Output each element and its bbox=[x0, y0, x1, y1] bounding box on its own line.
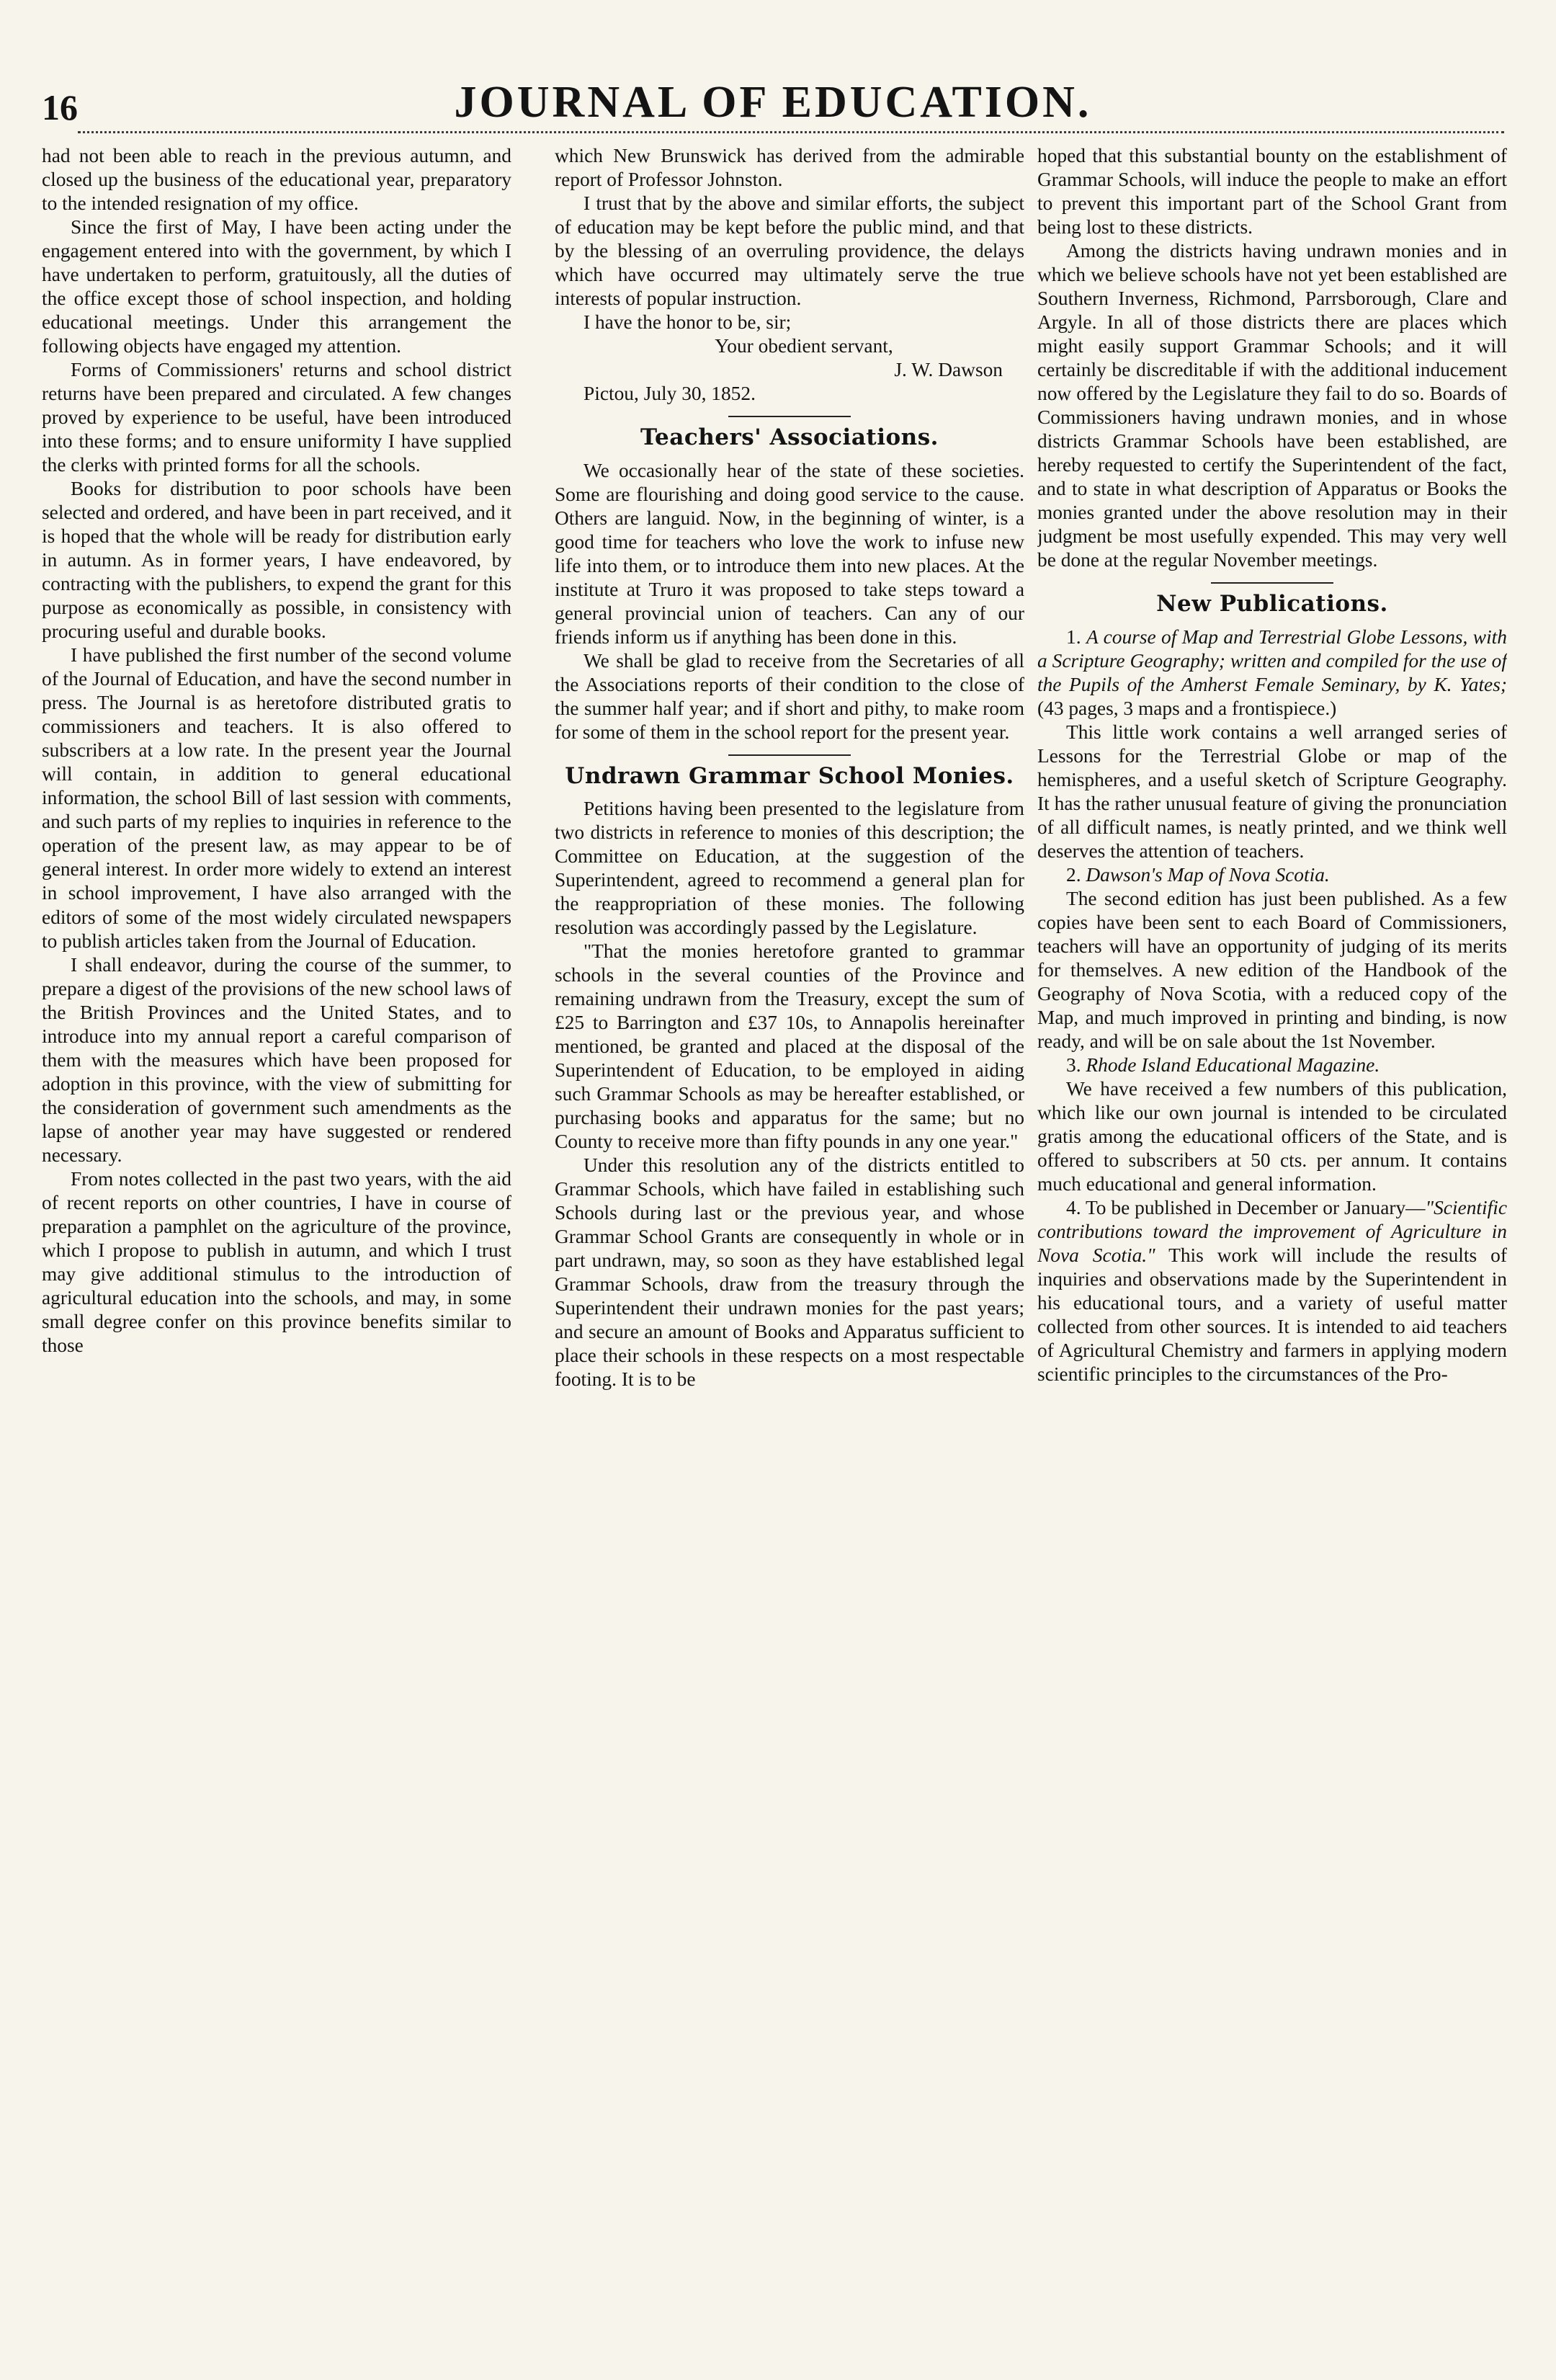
header-rule bbox=[78, 131, 1504, 133]
col1-paragraph: I have published the first number of the second volume of the Journal of Education, and have the second number in press. The Journal is as heretofore distributed gratis to commissioners and teachers. It is also offered to subscribers at a low rate. In the present year the Journal will contain, in addition to general educational information, the school Bill of last session with comments, and such parts of my replies to inquiries in reference to the operation of the present law, as may appear to be of general interest. In order more widely to extend an interest in school improvement, I have also arranged with the editors of some of the most widely circulated newspapers to publish articles taken from the Journal of Education. bbox=[42, 644, 511, 952]
teachers-associations-heading: Teachers' Associations. bbox=[640, 424, 939, 451]
item4-title: "Scientific contributions toward the improvement of Agriculture in Nova Scotia." bbox=[1037, 1197, 1507, 1267]
page-header bbox=[42, 71, 1504, 128]
section-rule bbox=[728, 754, 851, 756]
letter-servant: Your obedient servant, bbox=[715, 335, 893, 357]
publication-number: 3. bbox=[1066, 1053, 1081, 1076]
col1-paragraph: From notes collected in the past two years, with the aid of recent reports on other countries, I have in course of preparation a pamphlet on the agriculture of the province, which I propose to publish in autumn, and which I trust may give additional stimulus to the introduction of agricultural education into the schools, and may, in some small degree confer on this province benefits similar to those bbox=[42, 1167, 511, 1356]
col1-paragraph: I shall endeavor, during the course of the summer, to prepare a digest of the provisions of the new school laws of the British Provinces and the United States, and to introduce into my annual report a careful comparison of them with the measures which have been proposed for adoption in this province, with the view of submitting for the consideration of government such amendments as the lapse of another year may have suggested or rendered necessary. bbox=[42, 953, 511, 1166]
teachers-paragraph: We shall be glad to receive from the Secretaries of all the Associations reports of their condition to the close of the summer half year; and if short and pithy, to make room for some of them in the school report for the present year. bbox=[555, 649, 1024, 743]
page-number: 16 bbox=[42, 87, 78, 128]
new-publications-heading: New Publications. bbox=[1156, 591, 1388, 618]
column-1 bbox=[42, 144, 511, 2349]
letter-dateline: Pictou, July 30, 1852. bbox=[584, 383, 756, 405]
col1-paragraph: Books for distribution to poor schools have been selected and ordered, and have been in part received, and it is hoped that the whole will be ready for distribution early in autumn. As in former years, I have endeavored, by contracting with the publishers, to expend the grant for this purpose as economically as possible, in consistency with procuring useful and durable books. bbox=[42, 478, 511, 643]
grammar-paragraph: Petitions having been presented to the legislature from two districts in reference to monies of this description; the Committee on Education, at the suggestion of the Superintendent, agreed to recommend a general plan for the reappropriation of these monies. The following resolution was accordingly passed by the Legislature. bbox=[555, 798, 1024, 939]
publication-description: We have received a few numbers of this publication, which like our own journal is intended to be circulated gratis among the educational officers of the State, and is offered to subscribers at 50 cts. per annum. It contains much educational and general information. bbox=[1037, 1077, 1507, 1195]
publication-item bbox=[1037, 1053, 1507, 1077]
publication-number: 2. bbox=[1066, 863, 1081, 886]
publication-title: Dawson's Map of Nova Scotia. bbox=[1086, 863, 1330, 886]
publication-item bbox=[1037, 863, 1507, 887]
publication-title: Rhode Island Educational Magazine. bbox=[1086, 1053, 1380, 1076]
grammar-paragraph: Under this resolution any of the districts entitled to Grammar Schools, which have failed in establishing such Schools during last or the previous year, and whose Grammar School Grants are consequently in whole or in part undrawn, may, so soon as they have established legal Grammar Schools, draw from the treasury through the Superintendent their undrawn monies for the past years; and secure an amount of Books and Apparatus sufficient to place their schools in these respects on a most respectable footing. It is to be bbox=[555, 1154, 1024, 1391]
publication-title: A course of Map and Terrestrial Globe Lessons, with a Scripture Geography; written and compiled for the use of the Pupils of the Amherst Female Seminary, by K. Yates; bbox=[1037, 625, 1507, 695]
publication-item bbox=[1037, 625, 1507, 721]
publication-description: This little work contains a well arranged series of Lessons for the Terrestrial Globe or map of the hemispheres, and a useful sketch of Scripture Geography. It has the rather unusual feature of giving the pronunciation of all difficult names, is neatly printed, and we think well deserves the attention of teachers. bbox=[1037, 721, 1507, 862]
letter-paragraph: I trust that by the above and similar efforts, the subject of education may be kept before the public mind, and that by the blessing of an overruling providence, the delays which have occurred may ultimately serve the true interests of popular instruction. bbox=[555, 192, 1024, 310]
letter-continuation: which New Brunswick has derived from the admirable report of Professor Johnston. bbox=[555, 145, 1024, 191]
item4-text: This work will include the results of inquiries and observations made by the Superintendent in his educational tours, and a variety of useful matter collected from other sources. It is intended to aid teachers of Agricultural Chemistry and farmers in applying modern scientific principles to the circumstances of the Pro- bbox=[1037, 1244, 1507, 1386]
letter-signature: J. W. Dawson bbox=[894, 359, 1003, 381]
grammar-school-heading: Undrawn Grammar School Monies. bbox=[565, 762, 1014, 789]
teachers-paragraph: We occasionally hear of the state of these societies. Some are flourishing and doing good service to the cause. Others are languid. Now, in the beginning of winter, is a good time for teachers who love the work to infuse new life into them, or to introduce them into new places. At the institute at Truro it was proposed to take steps toward a general provincial union of teachers. Can any of our friends inform us if anything has been done in this. bbox=[555, 459, 1024, 648]
col1-paragraph: Since the first of May, I have been acting under the engagement entered into with the government, by which I have undertaken to perform, gratuitously, all the duties of the office except those of school inspection, and holding educational meetings. Under this arrangement the following objects have engaged my attention. bbox=[42, 216, 511, 357]
item4-lead: 4. To be published in December or January— bbox=[1066, 1197, 1426, 1218]
publication-description: The second edition has just been published. As a few copies have been sent to each Board of Commissioners, teachers will have an opportunity of judging of its merits for themselves. A new edition of the Handbook of the Geography of Nova Scotia, with a reduced copy of the Map, and much improved in printing and binding, is now ready, and will be on sale about the 1st November. bbox=[1037, 887, 1507, 1052]
column-2 bbox=[555, 144, 1024, 2349]
publication-details: (43 pages, 3 maps and a frontispiece.) bbox=[1037, 697, 1337, 719]
column-3 bbox=[1037, 144, 1507, 2349]
col1-paragraph: Forms of Commissioners' returns and school district returns have been prepared and circulated. A few changes proved by experience to be useful, have been introduced into these forms; and to ensure uniformity I have supplied the clerks with printed forms for all the schools. bbox=[42, 359, 511, 476]
section-rule bbox=[1211, 582, 1333, 584]
col1-paragraph: had not been able to reach in the previous autumn, and closed up the business of the educational year, preparatory to the intended resignation of my office. bbox=[42, 145, 511, 215]
col3-paragraph: hoped that this substantial bounty on the establishment of Grammar Schools, will induce the people to make an effort to prevent this important part of the School Grant from being lost to these districts. bbox=[1037, 145, 1507, 239]
publication-item-4 bbox=[1037, 1196, 1507, 1386]
col3-paragraph: Among the districts having undrawn monies and in which we believe schools have not yet been established are Southern Inverness, Richmond, Parrsborough, Clare and Argyle. In all of those districts there are places which might easily support Grammar Schools; and it will certainly be discreditable if with the additional inducement now offered by the Legislature they fail to do so. Boards of Commissioners having undrawn monies, and in whose districts Grammar Schools have been established, are hereby requested to certify the Superintendent of the fact, and to state in what description of Apparatus or Books the monies granted under the above resolution may in their judgment be most usefully expended. This may very well be done at the regular November meetings. bbox=[1037, 240, 1507, 571]
publication-number: 1. bbox=[1066, 625, 1081, 648]
section-rule bbox=[728, 416, 851, 417]
letter-closing: I have the honor to be, sir; bbox=[584, 311, 792, 334]
journal-title: JOURNAL OF EDUCATION. bbox=[454, 78, 1092, 127]
grammar-paragraph: "That the monies heretofore granted to grammar schools in the several counties of the Province and remaining undrawn from the Treasury, except the sum of £25 to Barrington and £37 10s, to Annapolis hereinafter mentioned, be granted and placed at the disposal of the Superintendent of Education, to be employed in aiding such Grammar Schools as may be hereafter established, or purchasing books and apparatus for the same; but no County to receive more than fifty pounds in any one year." bbox=[555, 940, 1024, 1153]
